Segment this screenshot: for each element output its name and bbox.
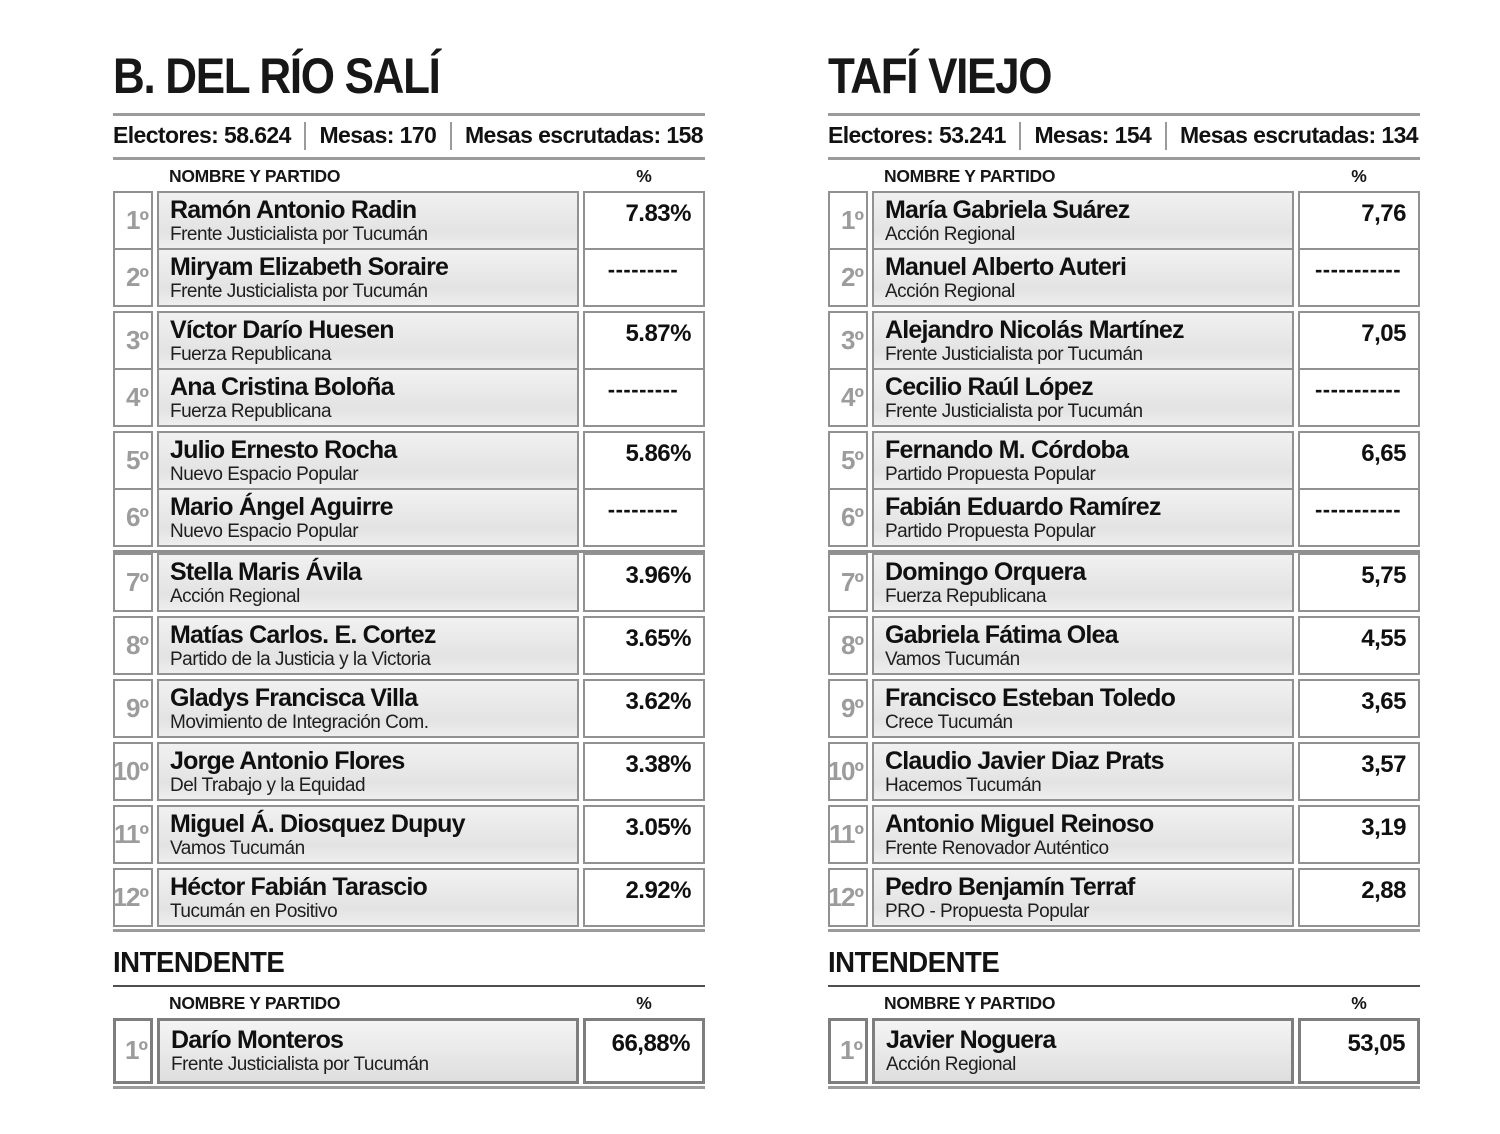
candidate-name: Julio Ernesto Rocha [170,435,397,464]
candidate-party: Frente Justicialista por Tucumán [170,280,428,302]
party-group [113,742,705,801]
candidate-party: Movimiento de Integración Com. [170,711,429,733]
party-group [113,550,705,612]
candidate-name: Gabriela Fátima Olea [885,620,1118,649]
stat-label: Mesas: [1034,122,1109,148]
party-group [113,1018,705,1084]
party-group [113,616,705,675]
percent-cell: 5.87% [583,311,705,370]
rank-cell: 12º [828,868,868,927]
rank-cell: 9º [828,679,868,738]
party-group [113,679,705,738]
stat-label: Electores: [113,122,219,148]
candidate-cell [872,805,1294,864]
percent-cell: 7.83% [583,191,705,250]
candidates-table [113,191,705,932]
candidate-cell [157,616,579,675]
table-row [828,311,1420,370]
table-row [113,742,705,801]
stat-mesas [319,122,436,149]
table-row [828,488,1420,547]
stats-bar [113,116,705,157]
rank-cell: 7º [828,553,868,612]
candidate-name: Antonio Miguel Reinoso [885,809,1154,838]
column-header-percent: % [1351,992,1367,1013]
candidate-party: Vamos Tucumán [885,648,1020,670]
candidate-cell [157,805,579,864]
candidate-name: Fernando M. Córdoba [885,435,1129,464]
rank-cell: 12º [113,868,153,927]
stat-mesas [1034,122,1151,149]
candidate-party: Fuerza Republicana [170,400,332,422]
table-row [113,805,705,864]
candidate-cell [157,488,579,547]
candidate-cell [157,431,579,490]
intendente-title: INTENDENTE [828,946,1000,979]
table-row [828,616,1420,675]
rank-cell: 6º [828,488,868,547]
stat-value: 134 [1381,122,1418,148]
table-row [113,311,705,370]
party-group [828,550,1420,612]
percent-cell: 3,57 [1298,742,1420,801]
candidate-cell [157,679,579,738]
party-group [828,679,1420,738]
rank-cell: 4º [828,368,868,427]
table-row [828,679,1420,738]
stats-bar [828,116,1420,157]
percent-cell: 3,65 [1298,679,1420,738]
candidate-name: Mario Ángel Aguirre [170,492,393,521]
candidate-cell [872,616,1294,675]
candidate-cell [157,742,579,801]
percent-cell: 3.05% [583,805,705,864]
candidate-cell [872,553,1294,612]
stat-separator [450,122,452,150]
candidate-name: Francisco Esteban Toledo [885,683,1176,712]
table-bottom-bar [113,1086,705,1089]
stat-mesas-escrutadas [1180,122,1418,149]
candidate-name: Matías Carlos. E. Cortez [170,620,436,649]
table-row [113,488,705,547]
party-group [828,311,1420,427]
candidate-party: Crece Tucumán [885,711,1013,733]
column-header-percent: % [636,992,652,1013]
candidate-cell [872,488,1294,547]
candidate-cell [872,431,1294,490]
municipality-b-del-rio-sali [113,50,705,1134]
table-row [828,1018,1420,1084]
party-group [828,742,1420,801]
table-row [113,868,705,927]
candidate-name: Víctor Darío Huesen [170,315,394,344]
percent-cell: 53,05 [1298,1018,1420,1084]
column-header-name: NOMBRE Y PARTIDO [169,992,341,1013]
rank-cell: 1º [113,191,153,250]
rank-cell: 8º [828,616,868,675]
candidate-party: Partido Propuesta Popular [885,520,1096,542]
candidate-name: Héctor Fabián Tarascio [170,872,428,901]
candidate-cell [157,1018,579,1084]
candidate-party: Frente Justicialista por Tucumán [171,1053,429,1075]
candidate-name: Gladys Francisca Villa [170,683,418,712]
percent-cell: 3.62% [583,679,705,738]
candidate-cell [872,742,1294,801]
percent-cell: 7,05 [1298,311,1420,370]
percent-cell: 66,88% [583,1018,705,1084]
percent-cell: ----------- [1298,368,1420,427]
table-row [113,679,705,738]
rank-cell: 2º [113,248,153,307]
candidate-party: Nuevo Espacio Popular [170,463,359,485]
rank-cell: 11º [113,805,153,864]
candidate-name: Ramón Antonio Radin [170,195,417,224]
candidate-cell [872,191,1294,250]
candidate-cell [157,868,579,927]
table-row [828,553,1420,612]
rank-cell: 3º [113,311,153,370]
table-row [828,868,1420,927]
stat-label: Mesas escrutadas: [1179,122,1376,148]
candidate-cell [872,679,1294,738]
candidate-name: Jorge Antonio Flores [170,746,405,775]
stat-label: Mesas escrutadas: [464,122,661,148]
rank-cell: 9º [113,679,153,738]
candidate-party: Vamos Tucumán [170,837,305,859]
percent-cell: 5.86% [583,431,705,490]
percent-cell: 3.96% [583,553,705,612]
party-group [828,1018,1420,1084]
candidate-name: Pedro Benjamín Terraf [885,872,1135,901]
municipality-tafi-viejo [828,50,1420,1134]
column-header-name: NOMBRE Y PARTIDO [884,992,1056,1013]
percent-cell: ----------- [1298,488,1420,547]
table-row [828,248,1420,307]
percent-cell: 5,75 [1298,553,1420,612]
rank-cell: 10º [828,742,868,801]
percent-cell: 2.92% [583,868,705,927]
stat-separator [304,122,306,150]
percent-cell: --------- [583,248,705,307]
party-group [113,868,705,927]
rank-cell: 7º [113,553,153,612]
rank-cell: 5º [828,431,868,490]
percent-cell: ----------- [1298,248,1420,307]
table-bottom-bar [113,929,705,932]
candidate-party: Nuevo Espacio Popular [170,520,359,542]
table-row [113,368,705,427]
table-row [113,248,705,307]
candidate-name: Fabián Eduardo Ramírez [885,492,1161,521]
party-group [828,616,1420,675]
table-row [828,742,1420,801]
candidate-name: Domingo Orquera [885,557,1086,586]
candidate-party: Fuerza Republicana [170,343,332,365]
table-header [113,160,705,191]
stat-separator [1165,122,1167,150]
party-group [113,311,705,427]
party-group [828,431,1420,547]
table-row [828,368,1420,427]
stat-value: 154 [1114,122,1152,148]
percent-cell: --------- [583,368,705,427]
table-row [113,431,705,490]
candidates-table [828,191,1420,932]
candidate-party: Fuerza Republicana [885,585,1047,607]
candidate-party: Frente Justicialista por Tucumán [885,343,1143,365]
rank-cell: 1º [828,1018,868,1084]
candidate-name: Javier Noguera [886,1025,1056,1054]
rank-cell: 11º [828,805,868,864]
table-row [828,805,1420,864]
candidate-party: Frente Justicialista por Tucumán [885,400,1143,422]
candidate-name: Miguel Á. Diosquez Dupuy [170,809,465,838]
candidate-party: Acción Regional [170,585,300,607]
intendente-header [113,987,705,1018]
candidate-party: Tucumán en Positivo [170,900,338,922]
candidate-party: Hacemos Tucumán [885,774,1042,796]
candidate-cell [872,368,1294,427]
candidate-name: Claudio Javier Diaz Prats [885,746,1164,775]
candidate-cell [157,248,579,307]
rank-cell: 2º [828,248,868,307]
intendente-title: INTENDENTE [113,946,285,979]
intendente-table [828,1018,1420,1089]
stat-electores [113,122,291,149]
rank-cell: 3º [828,311,868,370]
candidate-name: Manuel Alberto Auteri [885,252,1127,281]
stat-separator [1019,122,1021,150]
rank-cell: 6º [113,488,153,547]
candidate-cell [872,311,1294,370]
candidate-party: Acción Regional [885,223,1015,245]
stat-mesas-escrutadas [465,122,703,149]
candidate-cell [872,1018,1294,1084]
municipality-title: B. DEL RÍO SALÍ [113,48,440,104]
percent-cell: 3,19 [1298,805,1420,864]
candidate-name: Alejandro Nicolás Martínez [885,315,1184,344]
candidate-name: Miryam Elizabeth Soraire [170,252,449,281]
candidate-name: María Gabriela Suárez [885,195,1130,224]
party-group [828,191,1420,307]
candidate-party: Acción Regional [885,280,1015,302]
intendente-table [113,1018,705,1089]
rank-cell: 10º [113,742,153,801]
column-header-percent: % [1351,165,1367,186]
candidate-cell [872,248,1294,307]
intendente-header [828,987,1420,1018]
percent-cell: 7,76 [1298,191,1420,250]
rank-cell: 1º [113,1018,153,1084]
rank-cell: 8º [113,616,153,675]
table-bottom-bar [828,929,1420,932]
party-group [828,868,1420,927]
candidate-name: Cecilio Raúl López [885,372,1093,401]
stat-value: 158 [666,122,703,148]
stat-label: Electores: [828,122,934,148]
candidate-name: Ana Cristina Boloña [170,372,394,401]
candidate-cell [157,368,579,427]
percent-cell: 6,65 [1298,431,1420,490]
candidate-cell [157,191,579,250]
party-group [113,805,705,864]
percent-cell: --------- [583,488,705,547]
municipality-title: TAFÍ VIEJO [828,48,1052,104]
candidate-party: Acción Regional [886,1053,1016,1075]
party-group [828,805,1420,864]
party-group [113,191,705,307]
table-row [113,616,705,675]
percent-cell: 4,55 [1298,616,1420,675]
stat-value: 58.624 [224,122,291,148]
rank-cell: 4º [113,368,153,427]
stat-electores [828,122,1006,149]
candidate-party: Frente Justicialista por Tucumán [170,223,428,245]
candidate-party: Del Trabajo y la Equidad [170,774,366,796]
table-row [828,431,1420,490]
candidate-party: Partido Propuesta Popular [885,463,1096,485]
percent-cell: 3.65% [583,616,705,675]
stat-value: 170 [399,122,437,148]
table-header [828,160,1420,191]
table-row [113,191,705,250]
stat-label: Mesas: [319,122,394,148]
table-row [113,553,705,612]
candidate-cell [157,553,579,612]
candidate-name: Darío Monteros [171,1025,344,1054]
candidate-party: Frente Renovador Auténtico [885,837,1109,859]
column-header-name: NOMBRE Y PARTIDO [169,165,341,186]
candidate-party: PRO - Propuesta Popular [885,900,1089,922]
table-row [828,191,1420,250]
table-row [113,1018,705,1084]
table-bottom-bar [828,1086,1420,1089]
rank-cell: 1º [828,191,868,250]
candidate-party: Partido de la Justicia y la Victoria [170,648,431,670]
candidate-name: Stella Maris Ávila [170,557,362,586]
stat-value: 53.241 [939,122,1006,148]
percent-cell: 2,88 [1298,868,1420,927]
percent-cell: 3.38% [583,742,705,801]
candidate-cell [157,311,579,370]
party-group [113,431,705,547]
candidate-cell [872,868,1294,927]
rank-cell: 5º [113,431,153,490]
column-header-percent: % [636,165,652,186]
column-header-name: NOMBRE Y PARTIDO [884,165,1056,186]
